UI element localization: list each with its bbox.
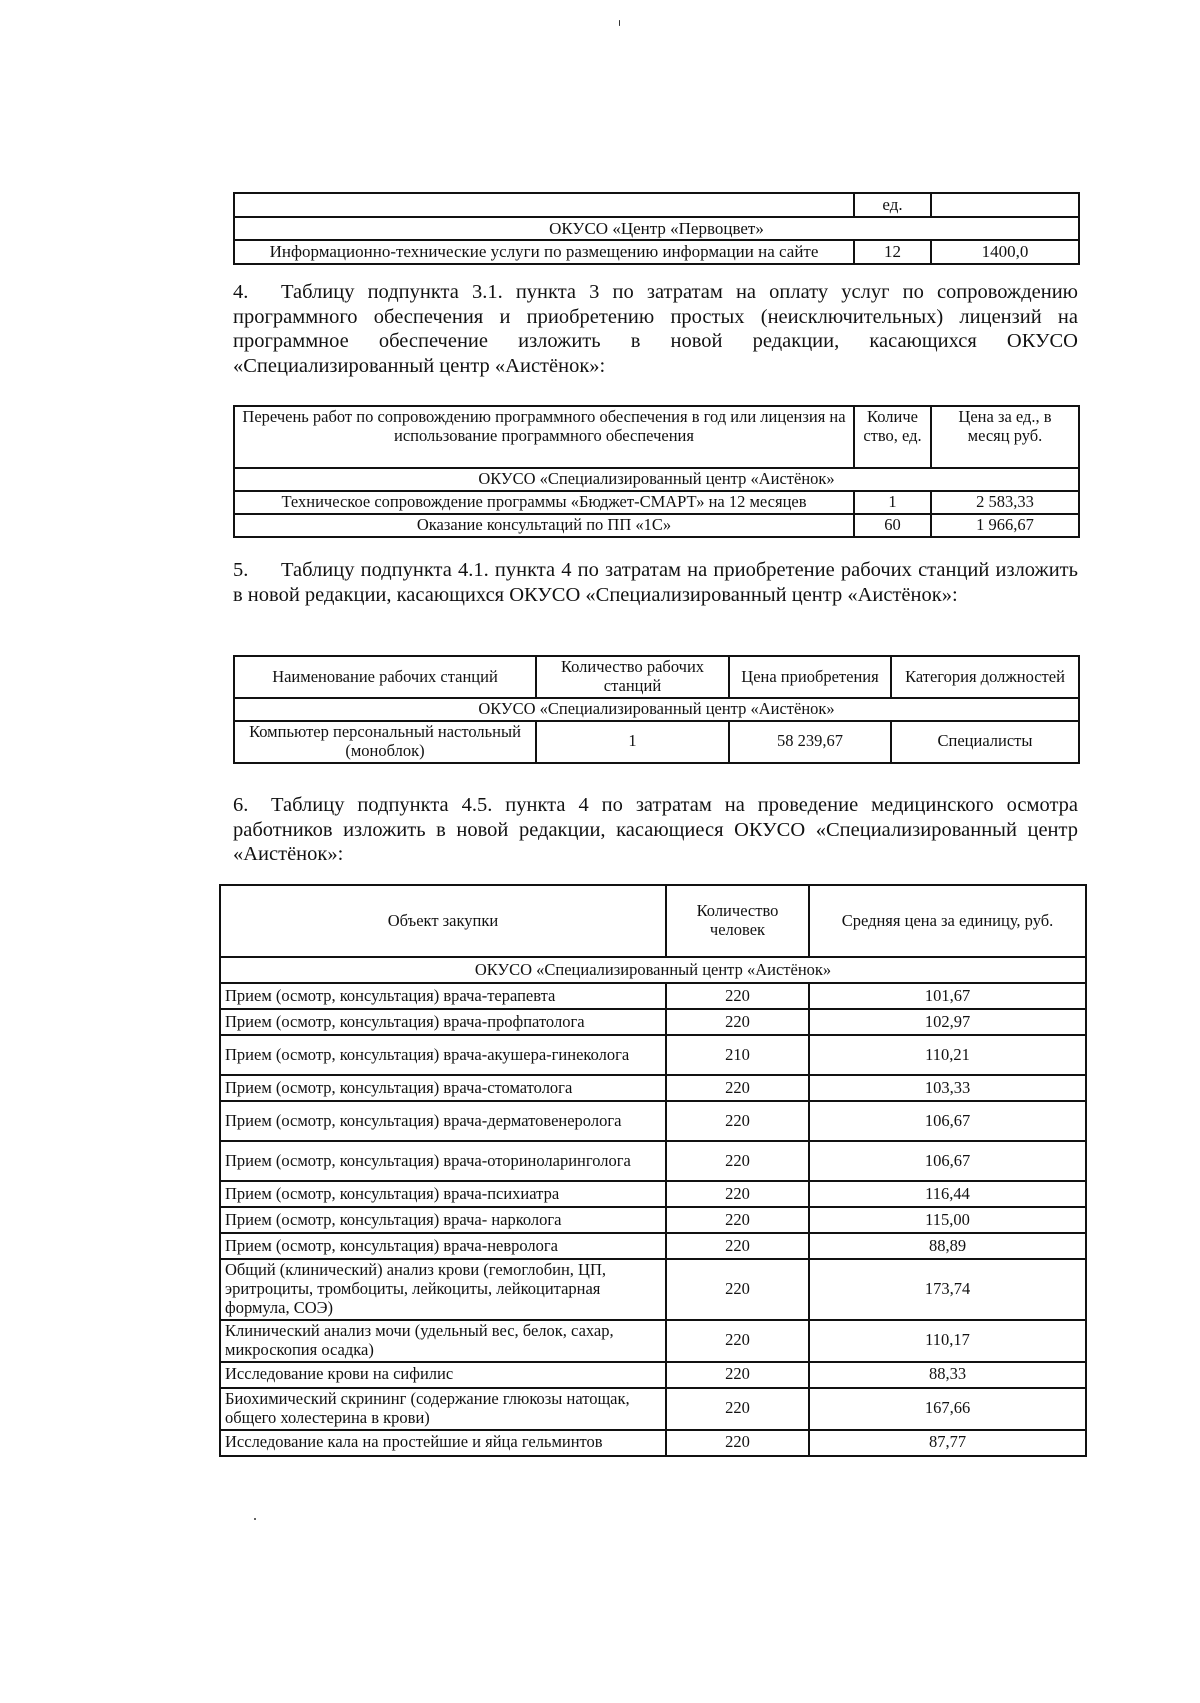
item-price: 115,00	[809, 1207, 1086, 1233]
item-name: Прием (осмотр, консультация) врача-акушера-гинеколога	[220, 1035, 666, 1075]
item-name: Биохимический скрининг (содержание глюкозы натощак, общего холестерина в крови)	[220, 1388, 666, 1430]
workstations-table	[233, 655, 1080, 764]
table-row	[220, 1233, 1086, 1259]
item-name: Прием (осмотр, консультация) врача-терапевта	[220, 983, 666, 1009]
org-name: ОКУСО «Специализированный центр «Аистёнок»	[220, 957, 1086, 983]
header-price: Средняя цена за единицу, руб.	[809, 885, 1086, 957]
header-works: Перечень работ по сопровождению программного обеспечения в год или лицензия на использование программного обеспечения	[234, 406, 854, 468]
table-row	[220, 1009, 1086, 1035]
item-qty: 220	[666, 1141, 809, 1181]
item-qty: 210	[666, 1035, 809, 1075]
item-qty: 60	[854, 514, 931, 537]
item-price: 110,17	[809, 1320, 1086, 1362]
item-name: Прием (осмотр, консультация) врача-оториноларинголога	[220, 1141, 666, 1181]
item-qty: 220	[666, 1388, 809, 1430]
table-row	[234, 514, 1079, 537]
org-name: ОКУСО «Специализированный центр «Аистёнок»	[234, 468, 1079, 491]
item-price: 116,44	[809, 1181, 1086, 1207]
table-row	[220, 1320, 1086, 1362]
table-row	[220, 1430, 1086, 1456]
table-row	[220, 1075, 1086, 1101]
item-qty: 220	[666, 983, 809, 1009]
section-text: Таблицу подпункта 3.1. пункта 3 по затратам на оплату услуг по сопровождению программного обеспечения и приобретению простых (неисключительных) лицензий на программное обеспечение изложить в новой редакции, касающихся ОКУСО «Специализированный центр «Аистёнок»:	[233, 281, 1078, 377]
table-header-row	[234, 656, 1079, 698]
header-price: Цена приобретения	[729, 656, 891, 698]
table-row	[234, 193, 1079, 217]
section-4-paragraph	[233, 280, 1078, 378]
item-name: Исследование кала на простейшие и яйца гельминтов	[220, 1430, 666, 1456]
table-org-row	[234, 468, 1079, 491]
item-name: Клинический анализ мочи (удельный вес, белок, сахар, микроскопия осадка)	[220, 1320, 666, 1362]
item-qty: 220	[666, 1075, 809, 1101]
software-support-table	[233, 405, 1080, 538]
table-row	[220, 983, 1086, 1009]
section-text: Таблицу подпункта 4.1. пункта 4 по затратам на приобретение рабочих станций изложить в новой редакции, касающихся ОКУСО «Специализированный центр «Аистёнок»:	[233, 559, 1078, 606]
item-qty: 220	[666, 1101, 809, 1141]
table-cell	[931, 193, 1079, 217]
item-price: 1 966,67	[931, 514, 1079, 537]
item-name: Информационно-технические услуги по размещению информации на сайте	[234, 240, 854, 264]
item-price: 110,21	[809, 1035, 1086, 1075]
item-name: Прием (осмотр, консультация) врача-психиатра	[220, 1181, 666, 1207]
table-header-cell: ед.	[854, 193, 931, 217]
item-name: Исследование крови на сифилис	[220, 1362, 666, 1388]
header-category: Категория должностей	[891, 656, 1079, 698]
item-name: Оказание консультаций по ПП «1С»	[234, 514, 854, 537]
table-row	[220, 1035, 1086, 1075]
item-price: 101,67	[809, 983, 1086, 1009]
org-name: ОКУСО «Центр «Первоцвет»	[234, 217, 1079, 241]
item-name: Прием (осмотр, консультация) врача-стоматолога	[220, 1075, 666, 1101]
item-name: Общий (клинический) анализ крови (гемоглобин, ЦП, эритроциты, тромбоциты, лейкоциты, лейкоцитарная формула, СОЭ)	[220, 1259, 666, 1320]
table-prev-continuation	[233, 192, 1080, 265]
item-qty: 12	[854, 240, 931, 264]
table-org-row	[234, 698, 1079, 721]
table-row	[220, 1362, 1086, 1388]
item-price: 102,97	[809, 1009, 1086, 1035]
table-row	[220, 1181, 1086, 1207]
item-name: Техническое сопровождение программы «Бюджет-СМАРТ» на 12 месяцев	[234, 491, 854, 514]
section-number: 6.	[233, 794, 249, 816]
item-price: 58 239,67	[729, 721, 891, 763]
item-name: Прием (осмотр, консультация) врача-невролога	[220, 1233, 666, 1259]
item-price: 103,33	[809, 1075, 1086, 1101]
table-cell	[234, 193, 854, 217]
item-qty: 220	[666, 1259, 809, 1320]
table-row	[220, 1388, 1086, 1430]
item-price: 106,67	[809, 1141, 1086, 1181]
medical-exam-table	[219, 884, 1087, 1457]
item-qty: 220	[666, 1233, 809, 1259]
table-row	[234, 491, 1079, 514]
item-price: 1400,0	[931, 240, 1079, 264]
item-price: 2 583,33	[931, 491, 1079, 514]
item-name: Компьютер персональный настольный (моноблок)	[234, 721, 536, 763]
table-row	[220, 1259, 1086, 1320]
section-text: Таблицу подпункта 4.5. пункта 4 по затратам на проведение медицинского осмотра работников изложить в новой редакции, касающиеся ОКУСО «Специализированный центр «Аистёнок»:	[233, 794, 1078, 865]
item-price: 88,33	[809, 1362, 1086, 1388]
table-org-row	[220, 957, 1086, 983]
header-qty: Количе ство, ед.	[854, 406, 931, 468]
table-row	[234, 240, 1079, 264]
table-header-row	[234, 406, 1079, 468]
table-row	[220, 1207, 1086, 1233]
item-price: 167,66	[809, 1388, 1086, 1430]
item-price: 173,74	[809, 1259, 1086, 1320]
item-qty: 1	[536, 721, 729, 763]
scan-speck	[619, 20, 620, 26]
item-price: 87,77	[809, 1430, 1086, 1456]
org-name: ОКУСО «Специализированный центр «Аистёнок»	[234, 698, 1079, 721]
header-qty: Количество рабочих станций	[536, 656, 729, 698]
item-qty: 220	[666, 1009, 809, 1035]
item-qty: 220	[666, 1181, 809, 1207]
table-row	[220, 1101, 1086, 1141]
item-category: Специалисты	[891, 721, 1079, 763]
scan-speck	[254, 1518, 256, 1520]
header-price: Цена за ед., в месяц руб.	[931, 406, 1079, 468]
item-name: Прием (осмотр, консультация) врача-дерматовенеролога	[220, 1101, 666, 1141]
table-org-row	[234, 217, 1079, 241]
item-qty: 1	[854, 491, 931, 514]
table-row	[234, 721, 1079, 763]
section-5-paragraph	[233, 558, 1078, 607]
section-number: 5.	[233, 559, 249, 581]
item-qty: 220	[666, 1430, 809, 1456]
header-object: Объект закупки	[220, 885, 666, 957]
item-qty: 220	[666, 1320, 809, 1362]
item-name: Прием (осмотр, консультация) врача- нарколога	[220, 1207, 666, 1233]
item-qty: 220	[666, 1207, 809, 1233]
section-6-paragraph	[233, 793, 1078, 867]
section-number: 4.	[233, 281, 249, 303]
header-name: Наименование рабочих станций	[234, 656, 536, 698]
header-qty: Количество человек	[666, 885, 809, 957]
item-name: Прием (осмотр, консультация) врача-профпатолога	[220, 1009, 666, 1035]
table-header-row	[220, 885, 1086, 957]
item-price: 88,89	[809, 1233, 1086, 1259]
item-qty: 220	[666, 1362, 809, 1388]
table-row	[220, 1141, 1086, 1181]
item-price: 106,67	[809, 1101, 1086, 1141]
